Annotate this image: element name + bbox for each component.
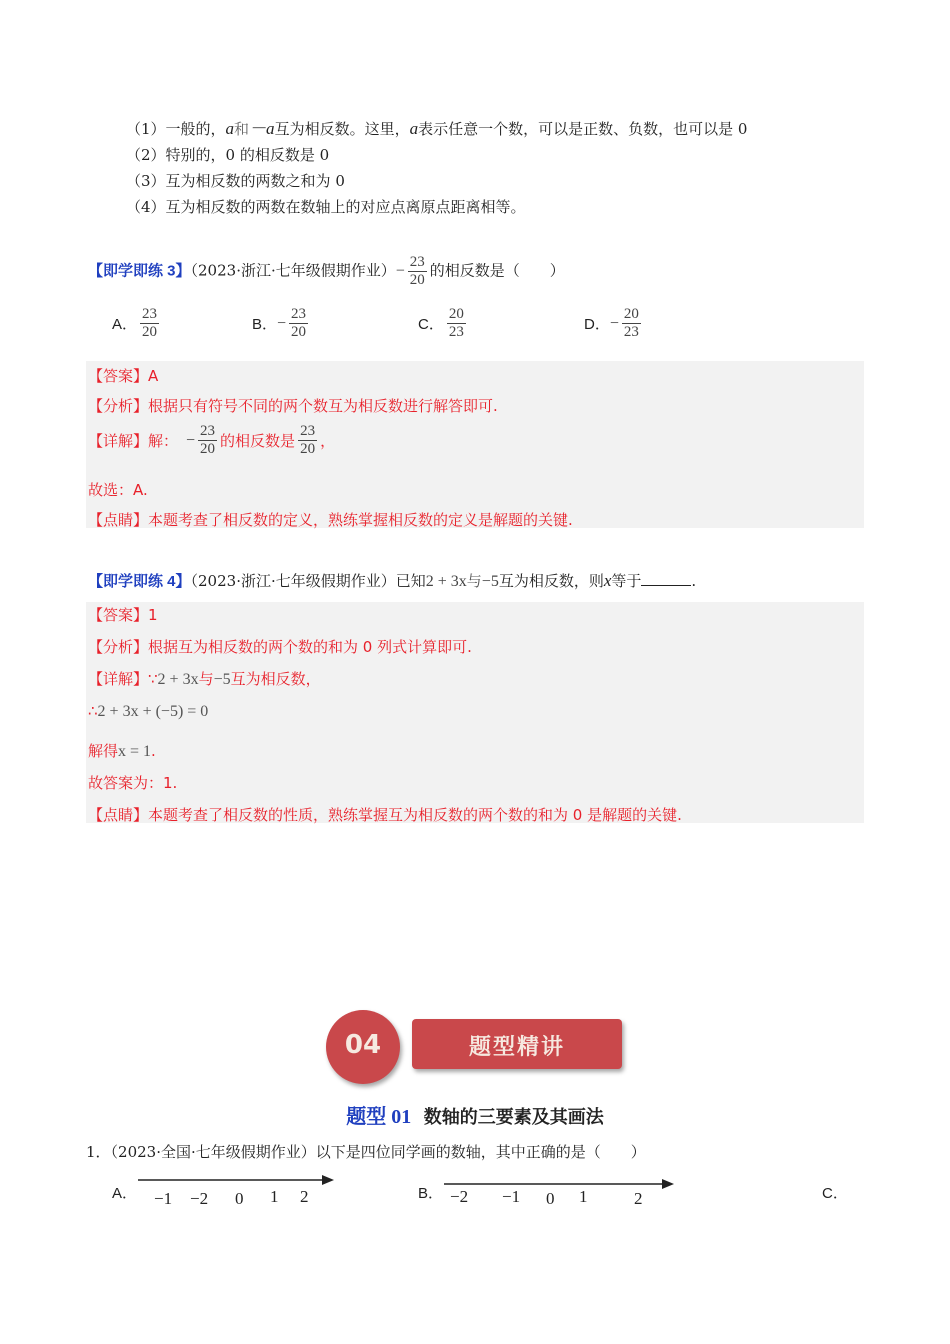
fraction: $\frac{23}{20}$ bbox=[142, 306, 158, 340]
note-3: （3）互为相反数的两数之和为 0 bbox=[126, 172, 345, 190]
number-line-b bbox=[440, 1174, 680, 1214]
tick-label: 2 bbox=[634, 1189, 643, 1208]
answer-line: 【答案】A bbox=[88, 367, 159, 385]
comment-line: 【点睛】本题考查了相反数的性质，熟练掌握互为相反数的两个数的和为 0 是解题的关键. bbox=[88, 806, 682, 824]
option-b[interactable]: B． − $\frac{23}{20}$ bbox=[252, 306, 307, 340]
tick-label: −1 bbox=[154, 1189, 173, 1208]
analysis-line: 【分析】根据互为相反数的两个数的和为 0 列式计算即可. bbox=[88, 638, 472, 656]
option-c[interactable]: C． $\frac{20}{23}$ bbox=[418, 306, 464, 340]
exercise-tag: 【即学即练 3】 bbox=[88, 262, 191, 280]
option-a[interactable]: A． $\frac{23}{20}$ bbox=[112, 306, 158, 340]
fraction: $\frac{23}{20}$ bbox=[300, 423, 316, 457]
solution-3-box bbox=[86, 361, 864, 528]
analysis-line: 【分析】根据只有符号不同的两个数互为相反数进行解答即可. bbox=[88, 397, 498, 415]
fraction: $\frac{20}{23}$ bbox=[448, 306, 464, 340]
exercise-source: （2023·浙江·七年级假期作业） bbox=[190, 261, 396, 280]
comment-line: 【点睛】本题考查了相反数的定义，熟练掌握相反数的定义是解题的关键. bbox=[88, 511, 573, 529]
q1-option-c-label[interactable]: C． bbox=[822, 1185, 848, 1202]
tick-label: −2 bbox=[450, 1187, 469, 1206]
exercise-4-question: 【即学即练 4】（2023·浙江·七年级假期作业）已知2 + 3x与−5互为相反数，则x等于 . bbox=[88, 571, 697, 590]
exercise-tag: 【即学即练 4】 bbox=[88, 573, 191, 590]
answer-line: 【答案】1 bbox=[88, 606, 158, 624]
section-title: 题型 01 数轴的三要素及其画法 bbox=[346, 1106, 604, 1128]
answer-blank[interactable] bbox=[641, 571, 691, 586]
section-number-badge: 04 bbox=[326, 1010, 400, 1084]
solve-line: 解得x = 1. bbox=[88, 742, 156, 760]
equation-line: ∴2 + 3x + (−5) = 0 bbox=[88, 702, 209, 720]
fraction: $\frac{23}{20}$ bbox=[409, 254, 425, 288]
tick-label: 0 bbox=[235, 1189, 244, 1208]
final-line: 故答案为：1. bbox=[88, 774, 178, 792]
fraction: $\frac{23}{20}$ bbox=[291, 306, 307, 340]
fraction: $\frac{20}{23}$ bbox=[623, 306, 639, 340]
exercise-source: （2023·浙江·七年级假期作业） bbox=[190, 572, 396, 590]
fraction: $\frac{23}{20}$ bbox=[200, 423, 216, 457]
tick-label: −1 bbox=[502, 1187, 521, 1206]
detail-line: 【详解】解： − $\frac{23}{20}$ 的相反数是 $\frac{23}{20}$ ， bbox=[88, 423, 336, 457]
exercise-3-question: 【即学即练 3】（2023·浙江·七年级假期作业）− $\frac{23}{20}$ 的相反数是（ ） bbox=[88, 254, 565, 288]
tick-label: 0 bbox=[546, 1189, 555, 1208]
number-line-a bbox=[134, 1170, 338, 1214]
axis-arrow bbox=[322, 1175, 334, 1185]
tick-label: −2 bbox=[190, 1189, 209, 1208]
detail-line: 【详解】∵2 + 3x与−5互为相反数， bbox=[88, 670, 321, 688]
note-2: （2）特别的，0 的相反数是 0 bbox=[126, 146, 330, 164]
q1-option-a-label[interactable]: A． bbox=[112, 1185, 138, 1202]
notes-list bbox=[126, 116, 747, 220]
note-1: （1）一般的，a和－a互为相反数。这里，a表示任意一个数，可以是正数、负数，也可以是 0 bbox=[126, 119, 748, 138]
section-banner: 题型精讲 bbox=[412, 1019, 622, 1069]
choice-line: 故选：A. bbox=[88, 481, 148, 499]
solution-4-box bbox=[86, 602, 864, 823]
tick-label: 2 bbox=[300, 1187, 309, 1206]
note-4: （4）互为相反数的两数在数轴上的对应点离原点距离相等。 bbox=[126, 198, 526, 216]
q1-option-b-label[interactable]: B． bbox=[418, 1185, 444, 1202]
option-d[interactable]: D． − $\frac{20}{23}$ bbox=[584, 306, 639, 340]
question-1: 1．（2023·全国·七年级假期作业）以下是四位同学画的数轴，其中正确的是（ ） bbox=[86, 1143, 646, 1161]
tick-label: 1 bbox=[270, 1187, 279, 1206]
axis-arrow bbox=[662, 1179, 674, 1189]
tick-label: 1 bbox=[579, 1187, 588, 1206]
